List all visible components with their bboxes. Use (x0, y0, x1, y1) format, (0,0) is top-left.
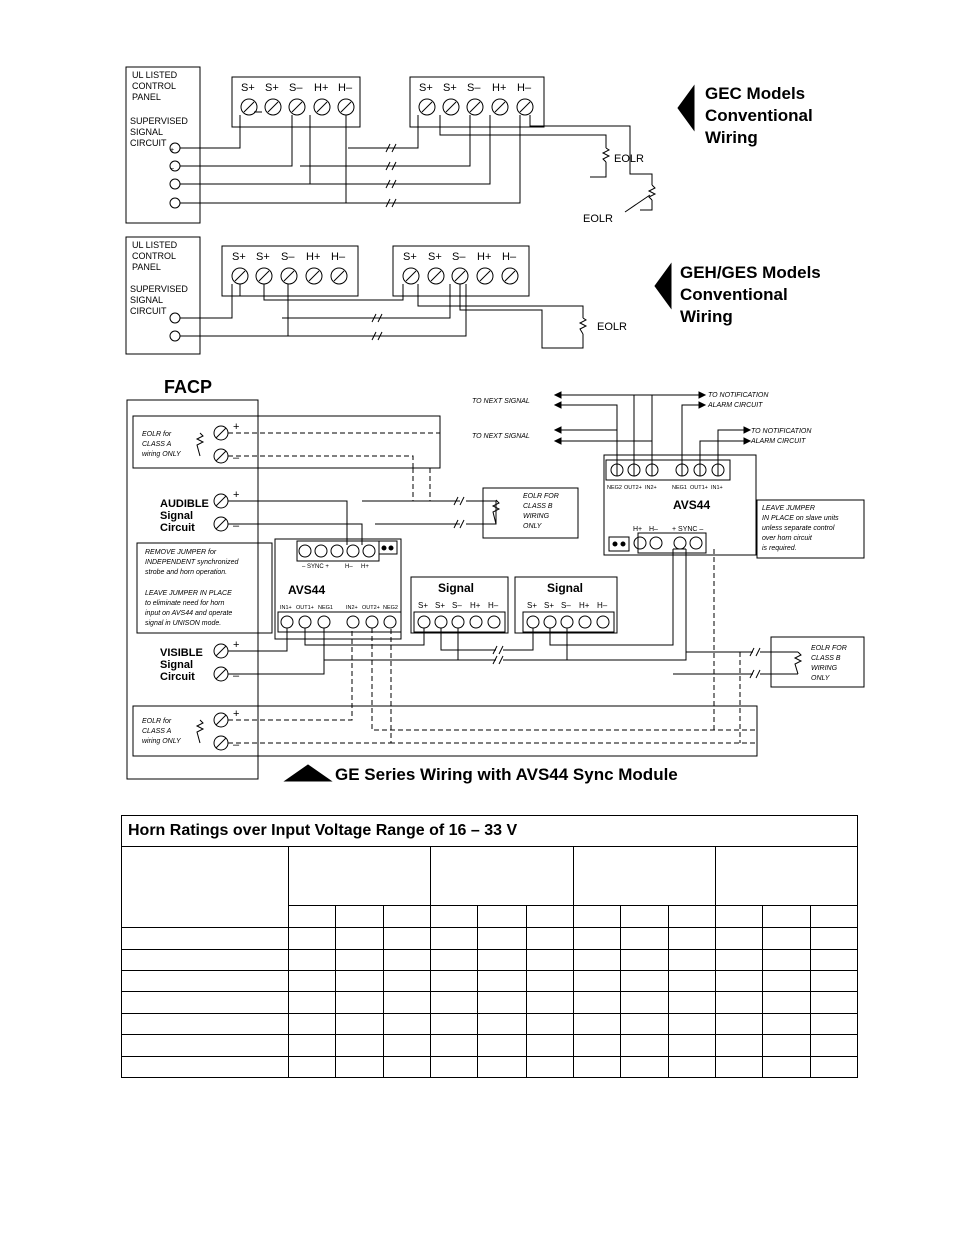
gec-b2-term-4: H+ (492, 82, 507, 94)
geh-b2-term-5: H– (502, 251, 517, 263)
table-group-header (431, 846, 573, 905)
remove-jumper-line-2: INDEPENDENT synchronized (145, 559, 239, 566)
geh-wires (180, 284, 583, 348)
gec-b1-term-2: S+ (265, 82, 279, 94)
geh-eolr-label: EOLR (597, 321, 627, 333)
avs44-left-bottom-terminal-5: OUT2+ (362, 605, 380, 611)
audible-label-3: Circuit (160, 522, 195, 534)
avs44-right-top-terminal-6: IN1+ (711, 485, 723, 491)
avs44-left-bottom-strip (278, 612, 401, 632)
avs44-left-top-strip (297, 541, 379, 561)
avs44-right-jumper (609, 537, 629, 551)
geh-heading-arrow (655, 264, 671, 308)
table-row (122, 970, 858, 991)
minus-sign: – (233, 670, 240, 682)
signal-2-term-4: H+ (579, 601, 590, 610)
signal-1-term-2: S+ (435, 601, 446, 610)
signal-2-title: Signal (547, 581, 584, 595)
class-b-top-line-4: ONLY (523, 523, 542, 530)
signal-1-title: Signal (438, 581, 475, 595)
geh-heading-line-1: GEH/GES Models (680, 263, 821, 282)
gec-panel-label-3: PANEL (132, 92, 161, 102)
leave-jumper-line-1: LEAVE JUMPER (762, 505, 815, 512)
class-a-bottom-line-2: CLASS A (142, 728, 172, 735)
class-b-right-line-2: CLASS B (811, 655, 841, 662)
class-b-top-line-2: CLASS B (523, 503, 553, 510)
avs44-right-bottom-terminal-3: + SYNC – (672, 526, 704, 533)
visible-label-3: Circuit (160, 671, 195, 683)
gec-panel-label-1: UL LISTED (132, 70, 178, 80)
table-row (122, 1056, 858, 1077)
to-notification-1-line-1: TO NOTIFICATION (708, 392, 769, 399)
avs44-heading-arrow (285, 765, 331, 781)
avs44-left-bottom-terminal-3: NEG1 (318, 605, 333, 611)
geh-panel-terminals (170, 313, 180, 341)
geh-b2-term-1: S+ (403, 251, 417, 263)
gec-b2-term-5: H– (517, 82, 532, 94)
audible-label-2: Signal (160, 510, 194, 522)
geh-heading-line-3: Wiring (680, 307, 733, 326)
gec-b1-term-4: H+ (314, 82, 329, 94)
class-a-bottom-line-1: EOLR for (142, 718, 172, 725)
table-title: Horn Ratings over Input Voltage Range of 16 – 33 V (122, 816, 858, 847)
class-a-top-line-1: EOLR for (142, 431, 172, 438)
gec-heading-line-1: GEC Models (705, 84, 806, 103)
signal-1-term-5: H– (488, 601, 499, 610)
remove-jumper-line-5: LEAVE JUMPER IN PLACE (145, 590, 232, 597)
minus-sign: – (170, 165, 174, 172)
avs44-left-title: AVS44 (288, 583, 326, 597)
gec-b2-term-2: S+ (443, 82, 457, 94)
geh-b2-term-3: S– (452, 251, 466, 263)
signal-1-term-3: S– (452, 601, 462, 610)
avs44-heading: GE Series Wiring with AVS44 Sync Module (335, 765, 678, 784)
gec-b1-term-5: H– (338, 82, 353, 94)
geh-panel-label-3: PANEL (132, 262, 161, 272)
signal-2-term-3: S– (561, 601, 571, 610)
signal-2-term-2: S+ (544, 601, 555, 610)
signal-2-term-1: S+ (527, 601, 538, 610)
gec-circuit-label-2: SIGNAL (130, 127, 164, 137)
table-header-blank (122, 846, 289, 928)
avs44-right-top-terminal-3: IN2+ (645, 485, 657, 491)
avs44-left-bottom-terminal-6: NEG2 (383, 605, 398, 611)
gec-heading-arrow (678, 86, 694, 130)
class-b-right-line-3: WIRING (811, 665, 838, 672)
gec-circuit-label-1: SUPERVISED (130, 116, 188, 126)
signal-1-term-1: S+ (418, 601, 429, 610)
geh-circuit-label-3: CIRCUIT (130, 306, 167, 316)
avs44-right-bottom-terminal-2: H– (649, 526, 658, 533)
eolr-class-a-bottom-box (133, 706, 757, 756)
geh-b2-term-2: S+ (428, 251, 442, 263)
class-a-bottom-line-3: wiring ONLY (142, 738, 181, 745)
visible-label-1: VISIBLE (160, 647, 203, 659)
gec-block1-screws (241, 99, 354, 115)
gec-eolr-label-1: EOLR (614, 153, 644, 165)
minus-sign: – (233, 739, 240, 751)
leave-jumper-line-2: IN PLACE on slave units (762, 515, 839, 522)
geh-b2-term-4: H+ (477, 251, 492, 263)
gec-b1-term-3: S– (289, 82, 303, 94)
leave-jumper-line-5: is required. (762, 545, 797, 552)
geh-b1-term-4: H+ (306, 251, 321, 263)
to-next-signal-2: TO NEXT SIGNAL (472, 433, 530, 440)
geh-b1-term-1: S+ (232, 251, 246, 263)
facp-label: FACP (164, 377, 213, 397)
geh-eolr-resistor (580, 318, 586, 334)
gec-eolr-pointer (625, 195, 650, 212)
eolr-class-a-top-box (133, 416, 440, 468)
avs44-break-marks (454, 497, 760, 678)
geh-b1-term-5: H– (331, 251, 346, 263)
plus-sign: + (170, 147, 175, 154)
avs44-right-title: AVS44 (673, 498, 711, 512)
avs44-right-top-terminal-4: NEG1 (672, 485, 687, 491)
class-b-right-line-1: EOLR FOR (811, 645, 847, 652)
avs44-right-bottom-strip (638, 533, 706, 553)
gec-circuit-label-3: CIRCUIT (130, 138, 167, 148)
remove-jumper-line-8: signal in UNISON mode. (145, 620, 222, 627)
gec-heading-line-3: Wiring (705, 128, 758, 147)
avs44-right-top-terminal-2: OUT2+ (624, 485, 642, 491)
plus-sign: + (233, 708, 240, 720)
table-row (122, 949, 858, 970)
avs44-right-top-terminal-5: OUT1+ (690, 485, 708, 491)
gec-b1-term-1: S+ (241, 82, 255, 94)
class-b-right-line-4: ONLY (811, 675, 830, 682)
table-row (122, 992, 858, 1013)
class-a-top-line-2: CLASS A (142, 441, 172, 448)
avs44-left-top-terminal-3: H+ (361, 564, 369, 570)
geh-block2-screws (403, 268, 518, 284)
table-group-header (715, 846, 857, 905)
avs44-left-top-terminal-2: H– (345, 564, 353, 570)
geh-b1-term-3: S– (281, 251, 295, 263)
leave-jumper-line-3: unless separate control (762, 525, 835, 532)
table-row (122, 928, 858, 949)
class-a-top-line-3: wiring ONLY (142, 451, 181, 458)
to-notification-2-line-2: ALARM CIRCUIT (751, 438, 806, 445)
gec-eolr-resistor-1 (603, 148, 609, 162)
geh-panel-label-1: UL LISTED (132, 240, 178, 250)
to-notification-1-line-2: ALARM CIRCUIT (708, 402, 763, 409)
remove-jumper-line-6: to eliminate need for horn (145, 600, 225, 607)
geh-block1-screws (232, 268, 347, 284)
minus-sign: – (233, 520, 240, 532)
gec-panel-label-2: CONTROL (132, 81, 177, 91)
geh-heading-line-2: Conventional (680, 285, 788, 304)
gec-heading-line-2: Conventional (705, 106, 813, 125)
avs44-left-bottom-terminal-4: IN2+ (346, 605, 358, 611)
signal-2-term-5: H– (597, 601, 608, 610)
geh-wiring-diagram (126, 237, 671, 354)
minus-sign: – (233, 452, 240, 464)
table-row (122, 1013, 858, 1034)
plus-sign: + (233, 489, 240, 501)
geh-panel-label-2: CONTROL (132, 251, 177, 261)
table-group-header (289, 846, 431, 905)
gec-b2-term-3: S– (467, 82, 481, 94)
avs44-left-bottom-terminal-1: IN1+ (280, 605, 292, 611)
remove-jumper-line-7: input on AVS44 and operate (145, 610, 233, 617)
avs44-right-top-strip (606, 460, 730, 480)
visible-label-2: Signal (160, 659, 194, 671)
horn-ratings-table (121, 815, 858, 1078)
geh-b1-term-2: S+ (256, 251, 270, 263)
gec-eolr-resistor-2 (649, 185, 655, 200)
geh-circuit-label-1: SUPERVISED (130, 284, 188, 294)
gec-block2-screws (419, 99, 533, 115)
remove-jumper-line-3: strobe and horn operation. (145, 569, 228, 576)
signal-screws (418, 616, 609, 628)
to-next-signal-1: TO NEXT SIGNAL (472, 398, 530, 405)
plus-sign: + (233, 639, 240, 651)
audible-label-1: AUDIBLE (160, 498, 209, 510)
class-b-top-line-1: EOLR FOR (523, 493, 559, 500)
gec-wiring-diagram (126, 67, 694, 223)
avs44-left-top-terminal-1: – SYNC + (302, 564, 329, 570)
leave-jumper-line-4: over horn circuit (762, 535, 812, 542)
avs44-wiring-diagram (127, 392, 864, 781)
gec-eolr-label-2: EOLR (583, 213, 613, 225)
avs44-left-bottom-terminal-2: OUT1+ (296, 605, 314, 611)
geh-circuit-label-2: SIGNAL (130, 295, 164, 305)
remove-jumper-line-1: REMOVE JUMPER for (145, 549, 217, 556)
to-notification-2-line-1: TO NOTIFICATION (751, 428, 812, 435)
gec-b2-term-1: S+ (419, 82, 433, 94)
facp-terminal-screws (214, 426, 228, 750)
plus-sign: + (233, 421, 240, 433)
avs44-right-top-terminal-1: NEG2 (607, 485, 622, 491)
class-b-top-line-3: WIRING (523, 513, 550, 520)
table-row (122, 1035, 858, 1056)
signal-1-term-4: H+ (470, 601, 481, 610)
avs44-right-bottom-terminal-1: H+ (633, 526, 643, 533)
table-group-header (573, 846, 715, 905)
